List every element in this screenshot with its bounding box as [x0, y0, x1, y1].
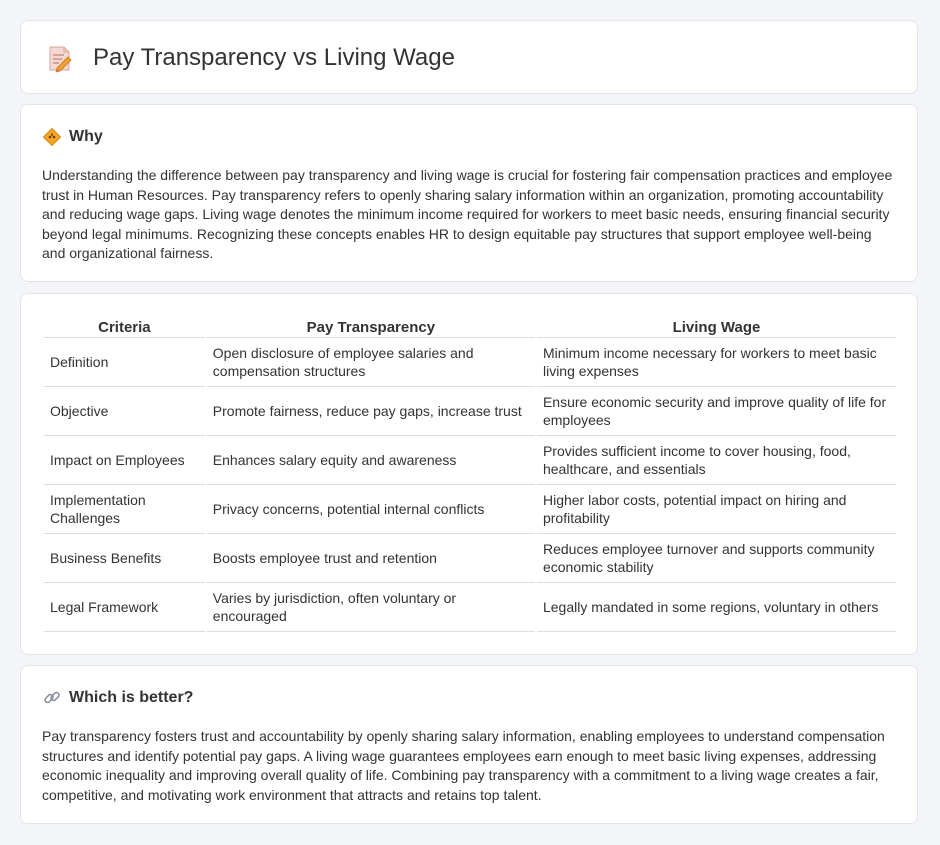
better-header [43, 688, 193, 708]
better-title: Which is better? [69, 689, 194, 706]
row-pay-transparency: Boosts employee trust and retention [207, 534, 535, 583]
diamond-sign-icon [43, 128, 61, 146]
row-criteria: Business Benefits [44, 534, 205, 583]
table-row [44, 338, 896, 387]
row-criteria: Legal Framework [44, 583, 205, 632]
row-criteria: Implementation Challenges [44, 485, 205, 534]
header-card [20, 20, 918, 94]
row-living-wage: Provides sufficient income to cover housing, food, healthcare, and essentials [537, 436, 896, 485]
table-header-row [44, 316, 896, 338]
why-body: Understanding the difference between pay transparency and living wage is crucial for fostering fair compensation practices and employee trust in Human Resources. Pay transparency refers to openly sharing salary information within an organization, promoting accountability and reducing wage gaps. Living wage denotes the minimum income required for workers to meet basic needs, ensuring financial security beyond legal minimums. Recognizing these concepts enables HR to design equitable pay structures that support employee well-being and organizational fairness. [42, 167, 893, 261]
header-criteria: Criteria [44, 316, 205, 338]
header-pay-transparency: Pay Transparency [207, 316, 535, 338]
comparison-table [42, 316, 898, 632]
why-header [43, 127, 103, 147]
why-section [20, 104, 918, 282]
row-living-wage: Minimum income necessary for workers to meet basic living expenses [537, 338, 896, 387]
row-criteria: Objective [44, 387, 205, 436]
row-pay-transparency: Varies by jurisdiction, often voluntary or encouraged [207, 583, 535, 632]
row-living-wage: Ensure economic security and improve quality of life for employees [537, 387, 896, 436]
better-body: Pay transparency fosters trust and accountability by openly sharing salary information, enabling employees to understand compensation structures and identify potential pay gaps. A living wage guarantees employees earn enough to meet basic living expenses, addressing economic inequality and improving overall quality of life. Combining pay transparency with a commitment to a living wage creates a fair, competitive, and motivating work environment that attracts and retains top talent. [42, 728, 885, 803]
table-row [44, 583, 896, 632]
link-icon [43, 689, 61, 707]
table-row [44, 387, 896, 436]
why-title: Why [69, 128, 103, 145]
row-pay-transparency: Promote fairness, reduce pay gaps, increase trust [207, 387, 535, 436]
title-row [47, 43, 455, 73]
page-title: Pay Transparency vs Living Wage [93, 44, 455, 71]
row-pay-transparency: Privacy concerns, potential internal conflicts [207, 485, 535, 534]
row-pay-transparency: Enhances salary equity and awareness [207, 436, 535, 485]
row-living-wage: Reduces employee turnover and supports community economic stability [537, 534, 896, 583]
header-living-wage: Living Wage [537, 316, 896, 338]
table-row [44, 534, 896, 583]
row-criteria: Definition [44, 338, 205, 387]
comparison-table-card [20, 293, 918, 655]
row-living-wage: Legally mandated in some regions, voluntary in others [537, 583, 896, 632]
table-row [44, 436, 896, 485]
document-pencil-icon [47, 43, 73, 73]
row-living-wage: Higher labor costs, potential impact on hiring and profitability [537, 485, 896, 534]
table-row [44, 485, 896, 534]
row-pay-transparency: Open disclosure of employee salaries and compensation structures [207, 338, 535, 387]
which-is-better-section [20, 665, 918, 824]
row-criteria: Impact on Employees [44, 436, 205, 485]
